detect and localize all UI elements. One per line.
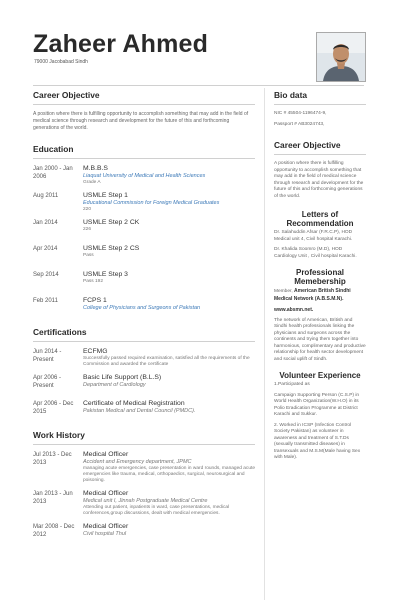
education-entry <box>33 165 255 186</box>
career-objective-text: A position where there is fulfilling opportunity to accomplish something that may add in the field of medical science through research and development for the future of this and forthcoming generations of the world. <box>33 111 249 131</box>
entry-title: USMLE Step 2 CS <box>83 245 140 252</box>
section-title-membership: Professional Memebership <box>294 268 346 286</box>
recommendation-text-2: Dr. Khalida Soomro (M.D), HOD Cardiology Unit , Civil hospital Karachi. <box>274 247 357 259</box>
section-title-career: Career Objective <box>33 90 100 100</box>
bio-nic: NIC # 45504-1196474-9, <box>274 111 327 116</box>
entry-date: Apr 2014 <box>33 246 58 252</box>
section-title-education: Education <box>33 144 74 154</box>
entry-org: Accident and Emergency department, JPMC <box>83 459 192 465</box>
entry-org: Liaquat University of Medical and Health Sciences <box>83 173 206 179</box>
entry-detail: Grade A <box>83 180 101 185</box>
entry-title: Medical Officer <box>83 523 129 530</box>
membership-line <box>274 288 366 303</box>
entry-detail: managing acute emergencies, case presentation in ward rounds, managed acute emergencies like trauma, medical, orthopaedics, surgical, neurosurgical and poisoning. <box>83 466 255 483</box>
volunteer-text-3: 2. Worked in ICSP (Infection Control Society Pakistan) as volunteer in awareness and treatment of S.T.Ds (sexually transmitted diseases) in transexuals and M.S.M(Male having Sex with Male). <box>274 422 361 460</box>
education-entry <box>33 297 255 317</box>
membership-text: The network of American, British and Sindhi health professionals linking the physicians and surgeons across the continents and trying them together into harmonious, complimentary and productive relationship for health sector development and social uplift of Sindh. <box>274 317 366 362</box>
entry-title: USMLE Step 3 <box>83 271 128 278</box>
entry-date: Jan 2013 - Jun 2013 <box>33 491 73 505</box>
certification-entry <box>33 348 255 368</box>
entry-date: Sep 2014 <box>33 272 59 278</box>
entry-title: Medical Officer <box>83 490 129 497</box>
entry-date: Aug 2011 <box>33 193 59 199</box>
entry-title: ECFMG <box>83 348 108 355</box>
work-entry <box>33 523 255 543</box>
recommendation-text-1: Dr. Salahuddin Afsar (F.R.C.P), HOD Medical unit 4, Civil hospital Karachi. <box>274 230 353 242</box>
certification-entry <box>33 400 255 420</box>
entry-detail: Pass 192 <box>83 279 104 284</box>
section-rule <box>33 341 255 342</box>
section-title-side-career: Career Objective <box>274 140 341 150</box>
entry-detail: 220 <box>83 207 92 212</box>
bio-passport: Passport # AB3024743, <box>274 121 325 127</box>
entry-date: Feb 2011 <box>33 298 58 304</box>
membership-prefix: Member, <box>274 289 293 294</box>
entry-title: M.B.B.S <box>83 165 108 172</box>
education-entry <box>33 219 255 239</box>
entry-title: Basic Life Support (B.L.S) <box>83 374 162 381</box>
entry-date: Apr 2006 - Dec 2015 <box>33 401 74 415</box>
education-entry <box>33 192 255 213</box>
membership-org: American British Sindhi Medical Network (A.B.S.M.N). <box>274 288 351 302</box>
education-entry <box>33 271 255 291</box>
entry-title: USMLE Step 1 <box>83 192 128 199</box>
entry-detail: Successfully passed required examination, satisfied all the requirements of the Commission and awarded the certificate <box>83 356 250 367</box>
section-rule <box>33 104 255 105</box>
entry-date: Jul 2013 - Dec 2013 <box>33 452 72 466</box>
entry-date: Jun 2014 - Present <box>33 349 62 363</box>
work-entry <box>33 490 255 517</box>
entry-title: Medical Officer <box>83 451 129 458</box>
section-rule <box>33 444 255 445</box>
volunteer-text-1: 1.Participated as <box>274 382 310 387</box>
certification-entry <box>33 374 255 394</box>
entry-org: Civil hospital Thul <box>83 531 127 537</box>
section-title-volunteer: Volunteer Experience <box>279 371 361 380</box>
candidate-address: 79000 Jacobabad Sindh <box>34 59 88 65</box>
work-entry <box>33 451 255 484</box>
candidate-name: Zaheer Ahmed <box>33 30 209 58</box>
membership-url: www.absmn.net. <box>274 307 314 313</box>
entry-detail: Pass <box>83 253 94 258</box>
section-title-work: Work History <box>33 430 85 440</box>
entry-title: Certificate of Medical Registration <box>83 400 185 407</box>
volunteer-text-2: Campaign Supporting Person (C.S.P) in World Health Organization(W.H.O) in its Polio Eradication Programme at District Karachi and Sukkur. <box>274 392 360 417</box>
profile-photo <box>316 32 366 82</box>
section-rule <box>274 154 366 155</box>
entry-title: USMLE Step 2 CK <box>83 219 140 226</box>
section-rule <box>33 158 255 159</box>
entry-detail: 226 <box>83 227 92 232</box>
main-column <box>33 86 255 549</box>
entry-date: Mar 2008 - Dec 2012 <box>33 524 75 538</box>
section-title-certifications: Certifications <box>33 327 87 337</box>
education-entry <box>33 245 255 265</box>
section-rule <box>274 104 366 105</box>
entry-org: Department of Cardiology <box>83 382 146 388</box>
entry-date: Jan 2000 - Jan 2006 <box>33 166 73 180</box>
section-title-recommendation: Letters of Recommendation <box>286 210 354 228</box>
side-column <box>274 86 366 462</box>
entry-org: Educational Commission for Foreign Medical Graduates <box>83 200 220 206</box>
entry-org: Pakistan Medical and Dental Council (PMDC). <box>83 408 196 414</box>
side-career-text: A position where there is fulfilling opportunity to accomplish something that may add in the field of medical science through research and development for the future of this and forthcoming generations of the world. <box>274 161 364 199</box>
entry-detail: Attending out patient, inpatients in ward, case presentations, medical conferences,group discussions, dealt with medical emergencies. <box>83 505 230 516</box>
entry-date: Jan 2014 <box>33 220 58 226</box>
entry-org: College of Physicians and Surgeons of Pakistan <box>83 305 201 311</box>
entry-date: Apr 2006 - Present <box>33 375 62 389</box>
entry-org: Medical unit I, Jinnah Postgraduate Medical Centre <box>83 498 208 504</box>
section-title-bio: Bio data <box>274 90 308 100</box>
entry-title: FCPS 1 <box>83 297 107 304</box>
avatar-icon <box>317 33 365 81</box>
column-divider <box>264 88 265 600</box>
